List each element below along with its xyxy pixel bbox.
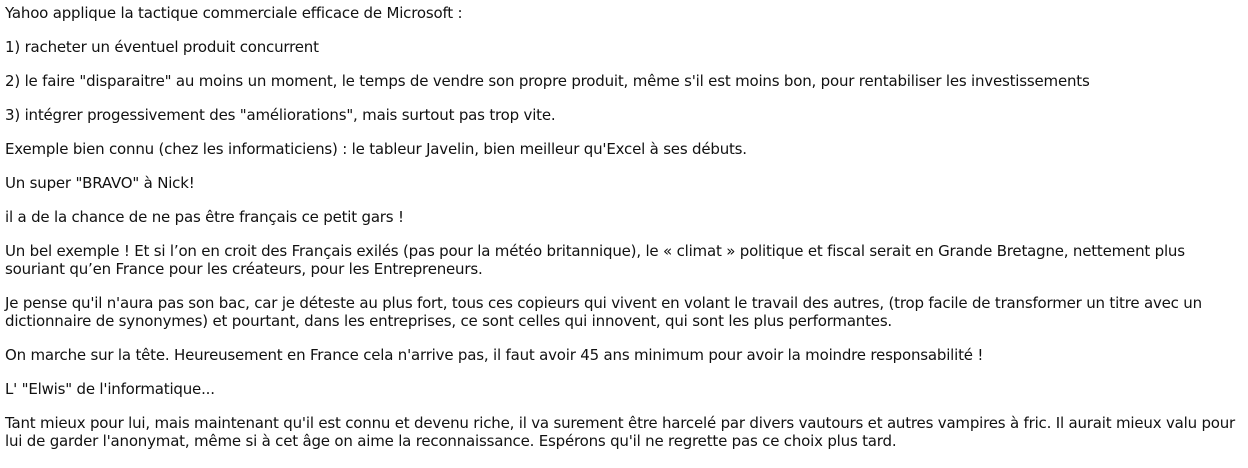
comment-text: L' "Elwis" de l'informatique...	[5, 380, 215, 398]
comment-text: Un bel exemple ! Et si l’on en croit des Français exilés (pas pour la météo britannique), le « climat » politique et fiscal serait en Grande Bretagne, nettement plus souriant qu’en France pour les créateurs, pour les Entrepreneurs.	[5, 242, 1185, 278]
comment-text: 1) racheter un éventuel produit concurrent	[5, 38, 319, 56]
comment-text: Tant mieux pour lui, mais maintenant qu'il est connu et devenu riche, il va surement être harcelé par divers vautours et autres vampires à fric. Il aurait mieux valu pour lui de garder l'anonymat, même si à cet âge on aime la reconnaissance. Espérons qu'il ne regrette pas ce choix plus tard.	[5, 414, 1236, 450]
comment-text: Un super "BRAVO" à Nick!	[5, 174, 195, 192]
comment-text: 2) le faire "disparaitre" au moins un moment, le temps de vendre son propre produit, même s'il est moins bon, pour rentabiliser les investissements	[5, 72, 1090, 90]
comment-text: Je pense qu'il n'aura pas son bac, car je déteste au plus fort, tous ces copieurs qui vivent en volant le travail des autres, (trop facile de transformer un titre avec un dictionnaire de synonymes) et pourtant, dans les entreprises, ce sont celles qui innovent, qui sont les plus performantes.	[5, 294, 1202, 330]
comment-text: 3) intégrer progessivement des "améliorations", mais surtout pas trop vite.	[5, 106, 556, 124]
comment-text: il a de la chance de ne pas être français ce petit gars !	[5, 208, 404, 226]
comment-text: Exemple bien connu (chez les informaticiens) : le tableur Javelin, bien meilleur qu'Excel à ses débuts.	[5, 140, 747, 158]
comment-text: On marche sur la tête. Heureusement en France cela n'arrive pas, il faut avoir 45 ans minimum pour avoir la moindre responsabilité !	[5, 346, 984, 364]
comment-text: Yahoo applique la tactique commerciale efficace de Microsoft :	[5, 4, 463, 22]
